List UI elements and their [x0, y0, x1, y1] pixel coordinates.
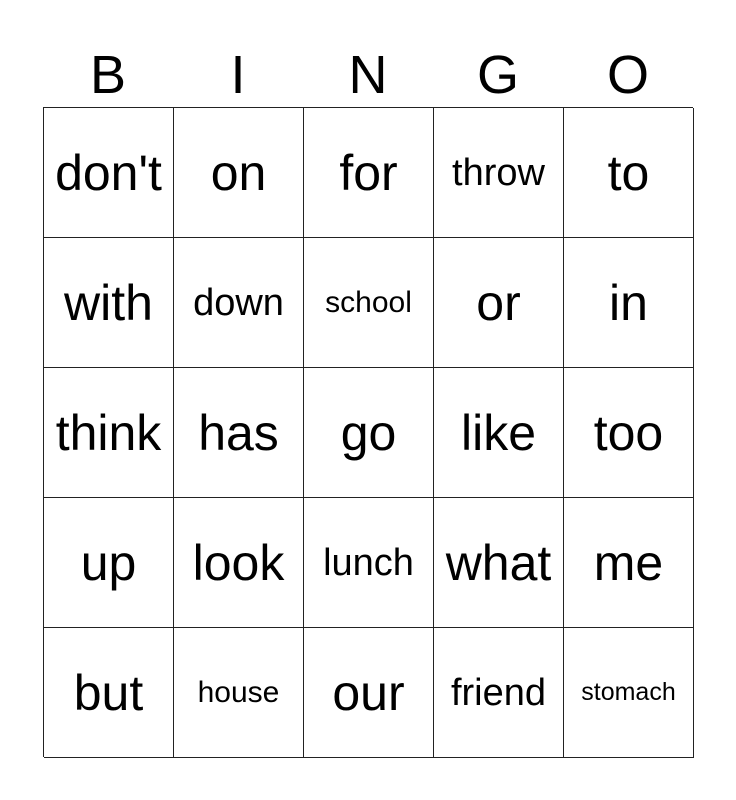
bingo-board	[43, 107, 693, 757]
bingo-cell-r3-c1: think	[44, 368, 174, 498]
bingo-cell-r4-c2: look	[174, 498, 304, 628]
bingo-cell-r1-c5: to	[564, 108, 694, 238]
bingo-cell-r4-c3: lunch	[304, 498, 434, 628]
header-letter-n: N	[348, 45, 388, 105]
bingo-cell-r4-c4: what	[434, 498, 564, 628]
bingo-cell-r4-c5: me	[564, 498, 694, 628]
bingo-cell-r1-c1: don't	[44, 108, 174, 238]
bingo-cell-r1-c4: throw	[434, 108, 564, 238]
bingo-cell-r5-c1: but	[44, 628, 174, 758]
bingo-cell-r1-c2: on	[174, 108, 304, 238]
bingo-cell-r5-c5: stomach	[564, 628, 694, 758]
bingo-cell-r5-c2: house	[174, 628, 304, 758]
header-letter-o: O	[606, 45, 649, 105]
bingo-header	[43, 42, 693, 108]
bingo-cell-r4-c1: up	[44, 498, 174, 628]
header-letter-i: I	[230, 45, 246, 105]
bingo-cell-r1-c3: for	[304, 108, 434, 238]
bingo-cell-r3-c4: like	[434, 368, 564, 498]
bingo-cell-r3-c3: go	[304, 368, 434, 498]
header-letter-b: B	[89, 45, 127, 105]
bingo-cell-r5-c3: our	[304, 628, 434, 758]
bingo-cell-r2-c1: with	[44, 238, 174, 368]
bingo-cell-r2-c2: down	[174, 238, 304, 368]
bingo-cell-r3-c5: too	[564, 368, 694, 498]
bingo-cell-r5-c4: friend	[434, 628, 564, 758]
bingo-cell-r2-c5: in	[564, 238, 694, 368]
bingo-cell-r2-c4: or	[434, 238, 564, 368]
bingo-cell-r2-c3: school	[304, 238, 434, 368]
header-letter-g: G	[476, 45, 519, 105]
bingo-cell-r3-c2: has	[174, 368, 304, 498]
